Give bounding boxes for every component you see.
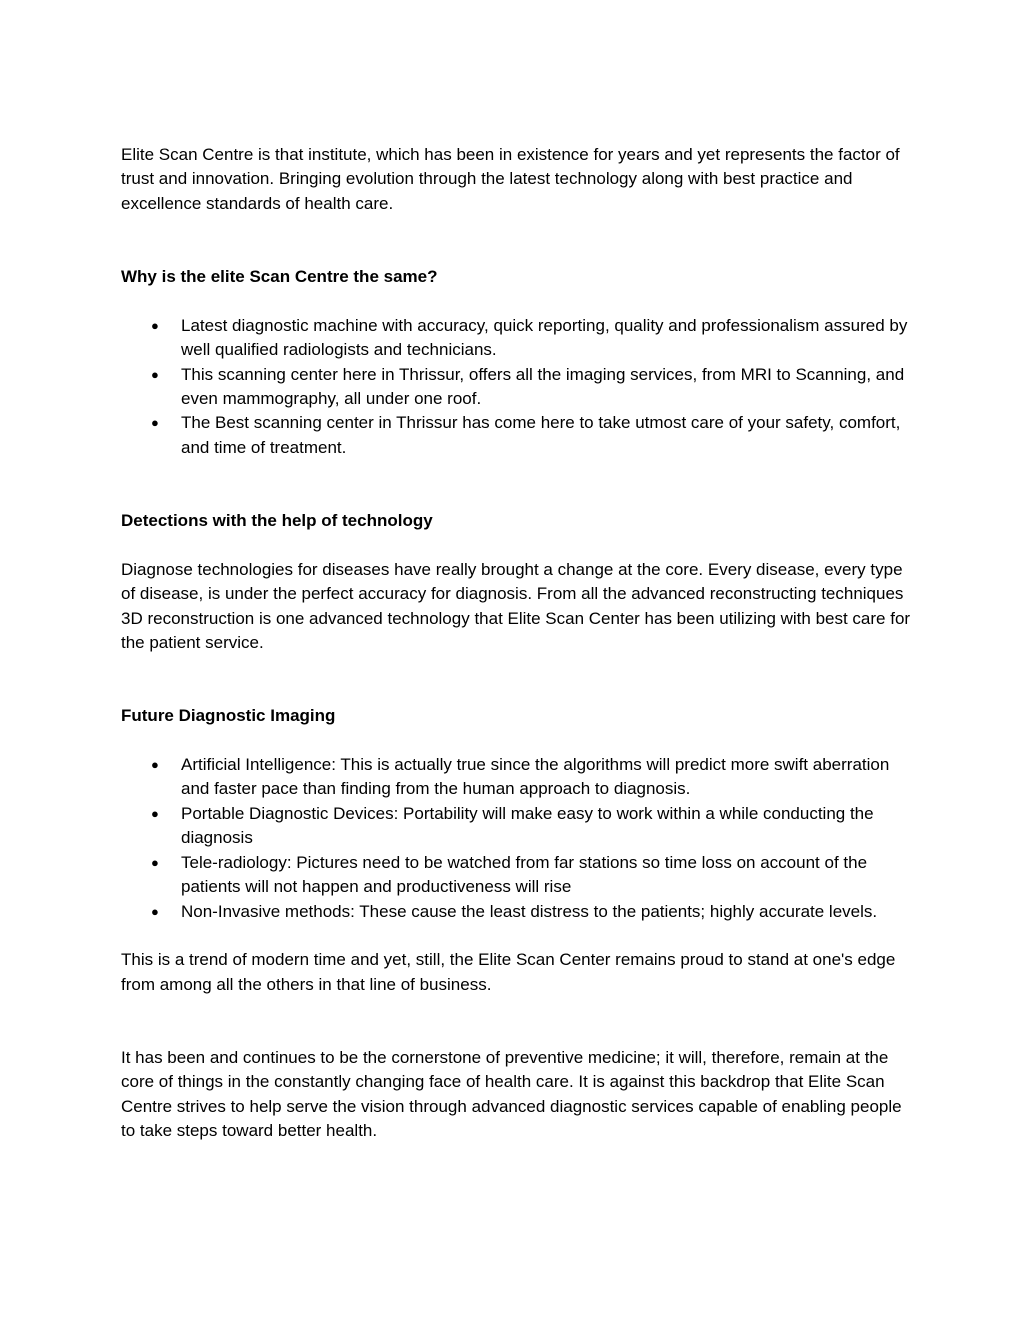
list-item: [121, 851, 911, 900]
bullet-icon: ●: [151, 805, 159, 821]
document-page: [121, 143, 911, 1144]
detections-paragraph: Diagnose technologies for diseases have really brought a change at the core. Every disease, every type of disease, is under the perfect accuracy for diagnosis. From all the advanced reconstructing techniques 3D reconstruction is one advanced technology that Elite Scan Center has been utilizing with best care for the patient service.: [121, 559, 911, 653]
bullet-icon: ●: [151, 415, 159, 431]
list-item-text: The Best scanning center in Thrissur has come here to take utmost care of your safety, comfort, and time of treatment.: [181, 413, 901, 457]
list-item-text: Artificial Intelligence: This is actually true since the algorithms will predict more swift aberration and faster pace than finding from the human approach to diagnosis.: [181, 755, 890, 799]
intro-paragraph: Elite Scan Centre is that institute, which has been in existence for years and yet represents the factor of trust and innovation. Bringing evolution through the latest technology along with best practice and excellence standards of health care.: [121, 145, 900, 213]
bullet-icon: ●: [151, 317, 159, 333]
list-item-text: Tele-radiology: Pictures need to be watched from far stations so time loss on account of the patients will not happen and productiveness will rise: [181, 852, 868, 897]
bullet-icon: ●: [151, 366, 159, 382]
section-heading-future: Future Diagnostic Imaging: [121, 706, 336, 726]
section-heading-why: Why is the elite Scan Centre the same?: [121, 267, 438, 287]
bullet-icon: ●: [151, 854, 159, 870]
future-closing-paragraph: This is a trend of modern time and yet, still, the Elite Scan Center remains proud to stand at one's edge from among all the others in that line of business.: [121, 950, 896, 994]
spacer: [121, 655, 911, 704]
spacer: [121, 997, 911, 1046]
list-item: [121, 802, 911, 851]
spacer: [121, 460, 911, 509]
spacer: [121, 729, 911, 753]
list-item: [121, 314, 911, 363]
bullet-icon: ●: [151, 903, 159, 919]
list-item-text: Latest diagnostic machine with accuracy, quick reporting, quality and professionalism assured by well qualified radiologists and technicians.: [181, 315, 908, 360]
list-item: [121, 900, 911, 924]
bullet-icon: ●: [151, 757, 159, 773]
list-item: [121, 363, 911, 412]
conclusion-paragraph: It has been and continues to be the cornerstone of preventive medicine; it will, therefore, remain at the core of things in the constantly changing face of health care. It is against this backdrop that Elite Scan Centre strives to help serve the vision through advanced diagnostic services capable of enabling people to take steps toward better health.: [121, 1047, 902, 1141]
list-item-text: Portable Diagnostic Devices: Portability will make easy to work within a while conducting the diagnosis: [181, 803, 874, 848]
spacer: [121, 289, 911, 313]
spacer: [121, 216, 911, 265]
spacer: [121, 924, 911, 948]
spacer: [121, 533, 911, 557]
why-bullet-list: [121, 314, 911, 460]
section-heading-detections: Detections with the help of technology: [121, 511, 433, 531]
list-item: [121, 753, 911, 802]
list-item-text: This scanning center here in Thrissur, offers all the imaging services, from MRI to Scanning, and even mammography, all under one roof.: [181, 364, 905, 409]
list-item-text: Non-Invasive methods: These cause the least distress to the patients; highly accurate levels.: [181, 901, 878, 921]
future-bullet-list: [121, 753, 911, 924]
list-item: [121, 411, 911, 460]
